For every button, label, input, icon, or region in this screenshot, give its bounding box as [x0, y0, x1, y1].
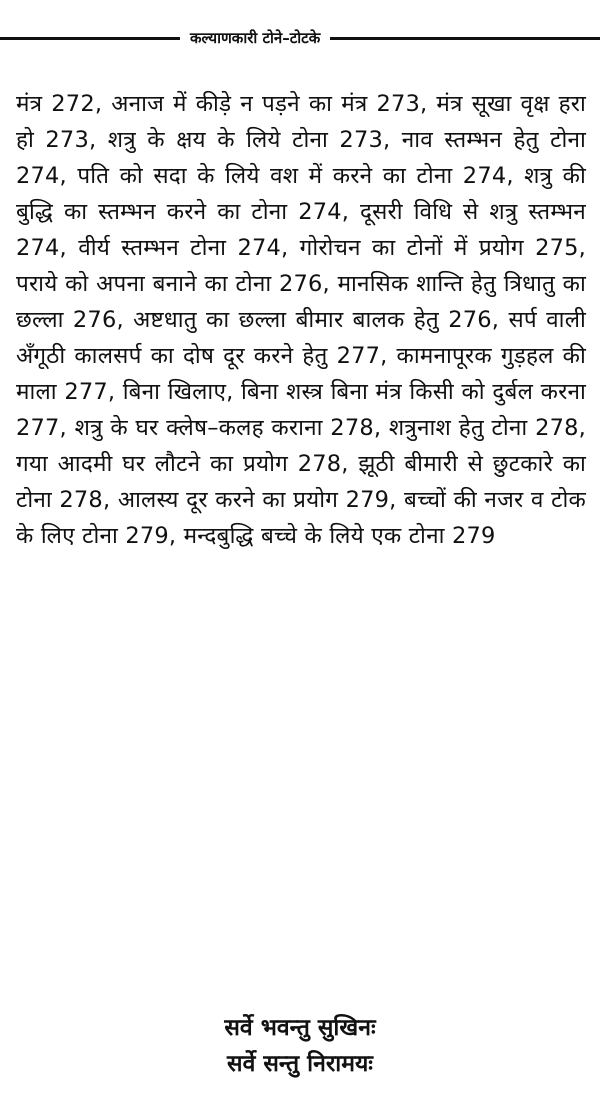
closing-verse-line-2: सर्वे सन्तु निरामयः: [227, 1051, 373, 1077]
header-rule-left: [0, 37, 180, 40]
closing-verse-line-1: सर्वे भवन्तु सुखिनः: [224, 1015, 376, 1041]
index-paragraph: मंत्र 272, अनाज में कीड़े न पड़ने का मंत्र 273, मंत्र सूखा वृक्ष हरा हो 273, शत्रु के क्षय के लिये टोना 273, नाव स्तम्भन हेतु टोना 274, पति को सदा के लिये वश में करने का टोना 274, शत्रु की बुद्धि का स्तम्भन करने का टोना 274, दूसरी विधि से शत्रु स्तम्भन 274, वीर्य स्तम्भन टोना 274, गोरोचन का टोनों में प्रयोग 275, पराये को अपना बनाने का टोना 276, मानसिक शान्ति हेतु त्रिधातु का छल्ला 276, अष्टधातु का छल्ला बीमार बालक हेतु 276, सर्प वाली अँगूठी कालसर्प का दोष दूर करने हेतु 277, कामनापूरक गुड़हल की माला 277, बिना खिलाए, बिना शस्त्र बिना मंत्र किसी को दुर्बल करना 277, शत्रु के घर क्लेष–कलह कराना 278, शत्रुनाश हेतु टोना 278, गया आदमी घर लौटने का प्रयोग 278, झूठी बीमारी से छुटकारे का टोना 278, आलस्य दूर करने का प्रयोग 279, बच्चों की नजर व टोक के लिए टोना 279, मन्दबुद्धि बच्चे के लिये एक टोना 279: [16, 91, 586, 549]
running-header: [0, 28, 600, 48]
closing-verse: [0, 1010, 600, 1082]
header-rule-right: [330, 37, 600, 40]
header-title: कल्याणकारी टोने–टोटके: [190, 29, 321, 47]
